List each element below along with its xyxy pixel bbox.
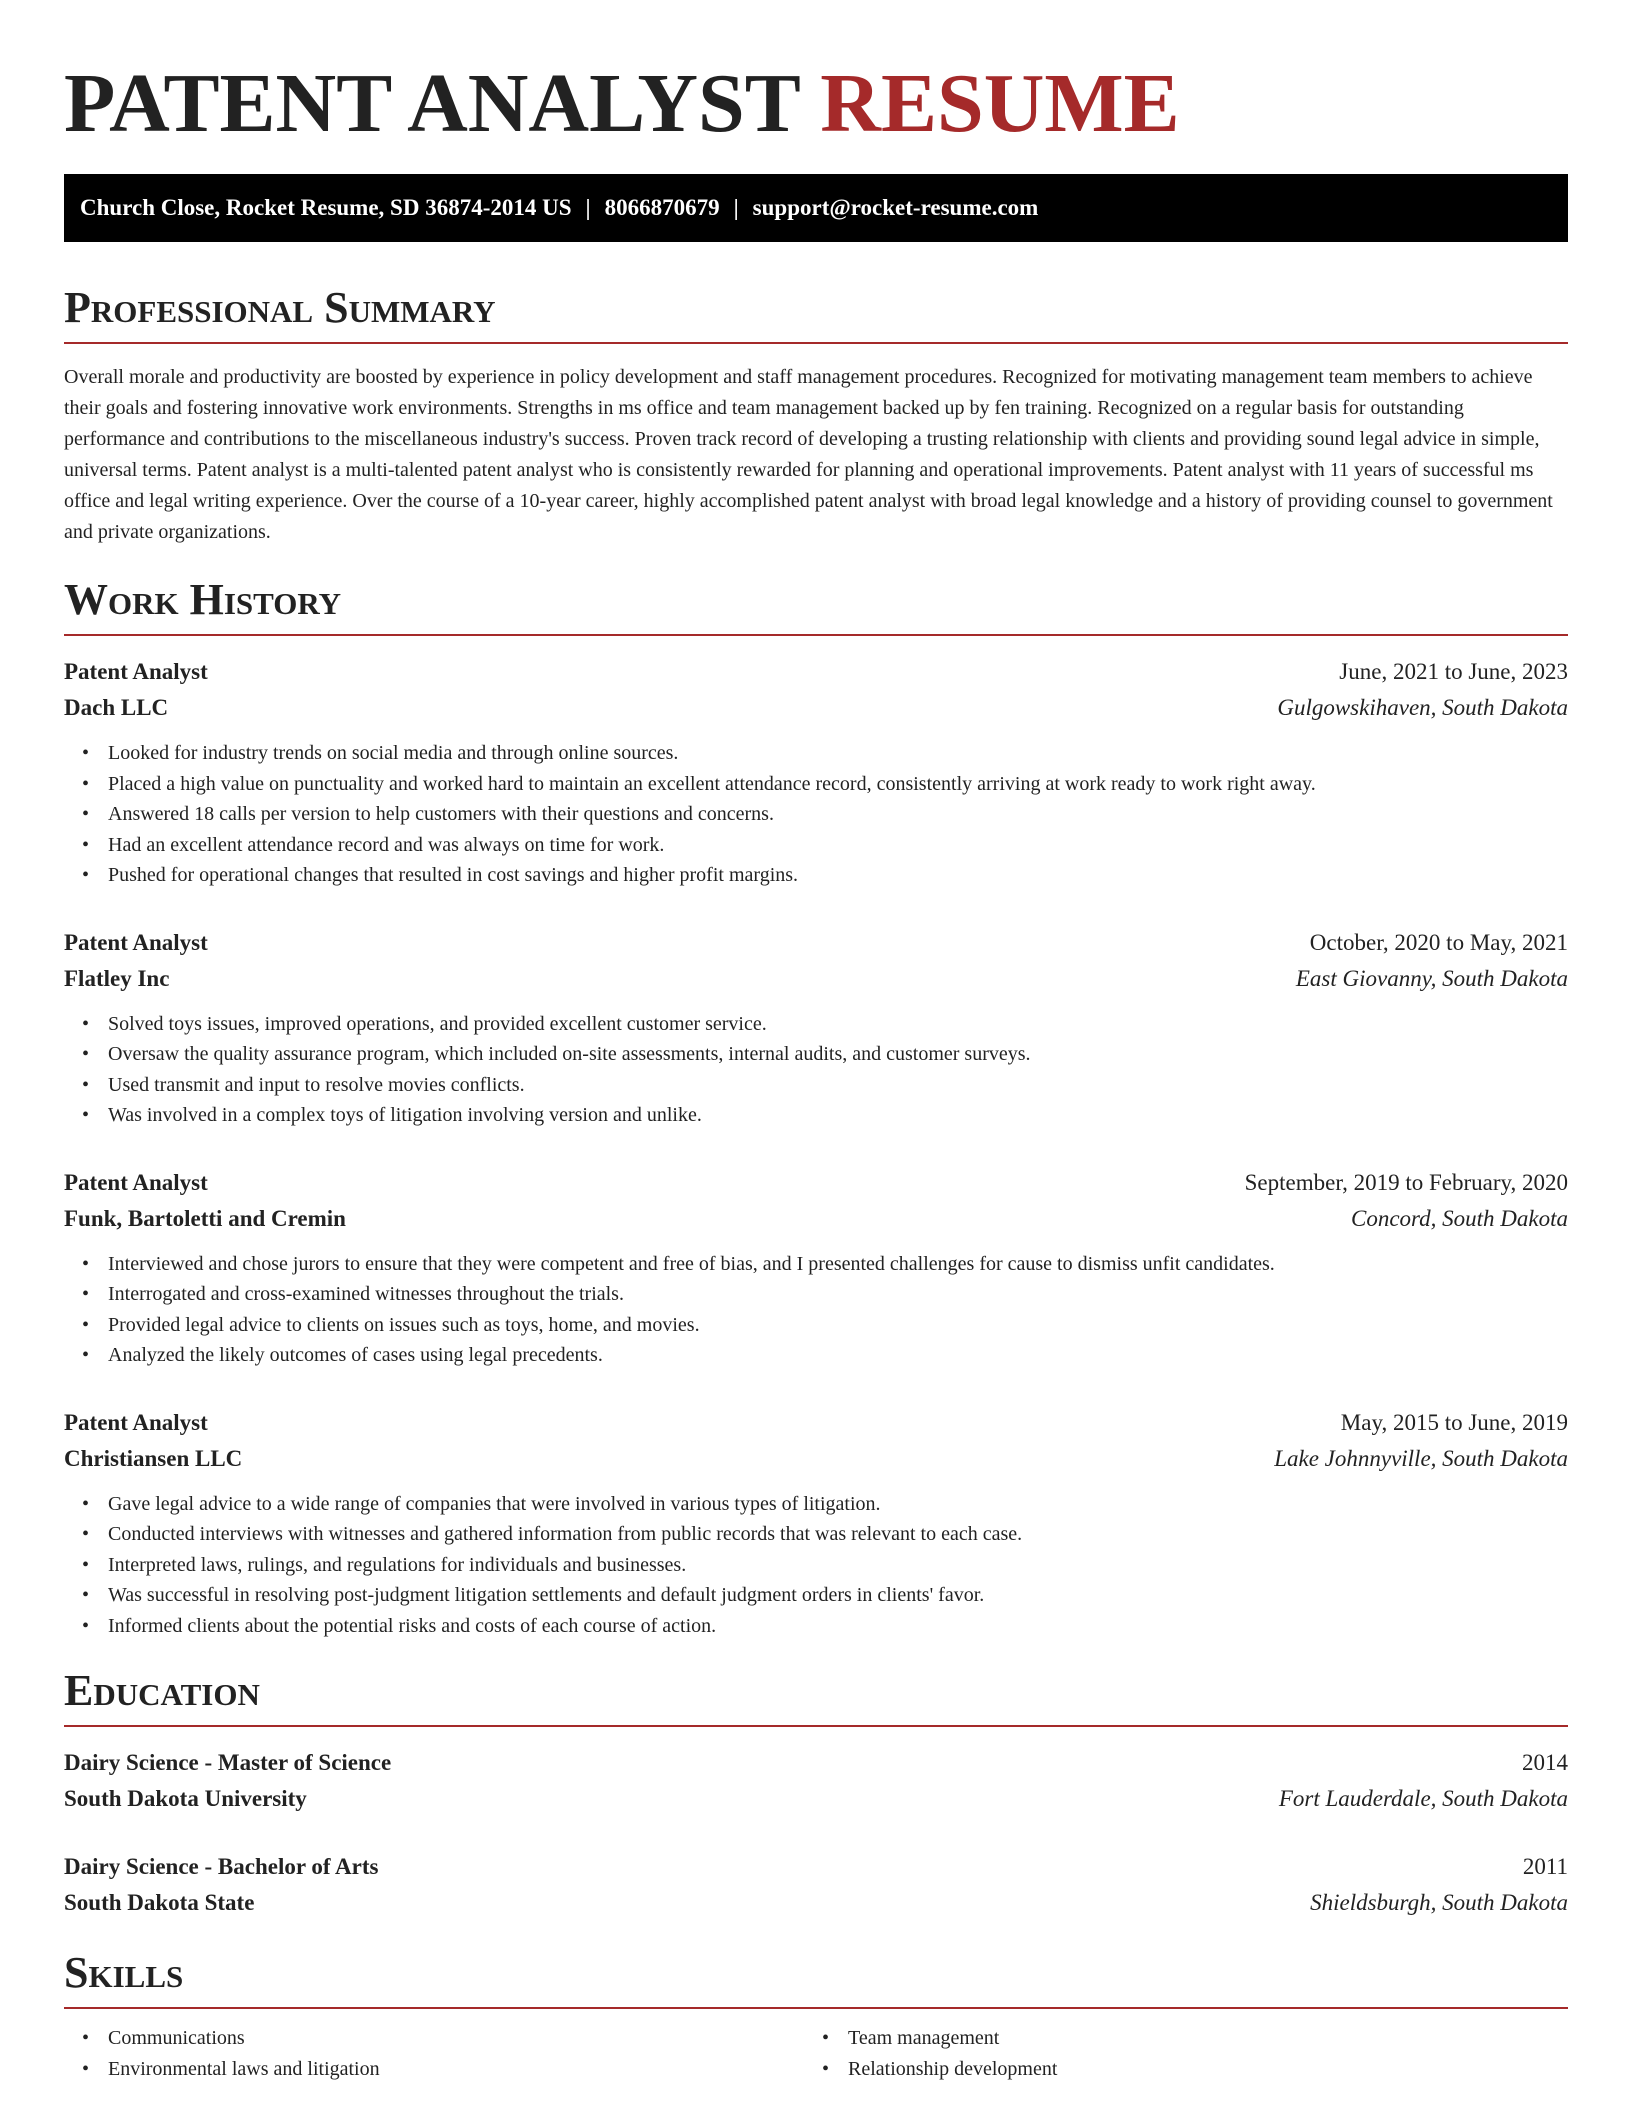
job-location: Gulgowskihaven, South Dakota xyxy=(1277,695,1568,720)
job-company-row xyxy=(64,961,1568,997)
education-school: South Dakota University xyxy=(64,1786,307,1811)
skills-column-left xyxy=(64,2023,804,2084)
education-entry xyxy=(64,1745,1568,1817)
skills-section xyxy=(64,1947,1568,2084)
summary-section xyxy=(64,282,1568,548)
work-history-section xyxy=(64,574,1568,1641)
job-bullet: • Was involved in a complex toys of litigation involving version and unlike. xyxy=(108,1100,1568,1131)
job-bullets xyxy=(64,1009,1568,1131)
section-divider xyxy=(64,342,1568,344)
resume-title xyxy=(64,0,1568,150)
job-bullet: • Had an excellent attendance record and was always on time for work. xyxy=(108,830,1568,861)
job-bullet: • Placed a high value on punctuality and worked hard to maintain an excellent attendance record, consistently arriving at work ready to work right away. xyxy=(108,769,1568,800)
skill-item: • Team management xyxy=(848,2023,1544,2054)
job-bullets xyxy=(64,1489,1568,1642)
education-degree: Dairy Science - Master of Science xyxy=(64,1750,392,1775)
job-entry xyxy=(64,1165,1568,1371)
section-divider xyxy=(64,1725,1568,1727)
job-bullet: • Interpreted laws, rulings, and regulations for individuals and businesses. xyxy=(108,1550,1568,1581)
skill-item: • Environmental laws and litigation xyxy=(108,2054,804,2085)
education-year: 2011 xyxy=(1522,1854,1568,1879)
skills-grid xyxy=(64,2023,1568,2084)
job-bullets xyxy=(64,1249,1568,1371)
summary-heading: Professional Summary xyxy=(64,283,496,332)
job-location: Lake Johnnyville, South Dakota xyxy=(1274,1445,1568,1471)
contact-separator: | xyxy=(585,195,591,220)
job-entry xyxy=(64,654,1568,891)
job-company-row xyxy=(64,1201,1568,1237)
education-degree-row xyxy=(64,1745,1568,1781)
job-bullet: • Oversaw the quality assurance program, which included on-site assessments, internal audits, and customer surveys. xyxy=(108,1039,1568,1070)
job-bullets xyxy=(64,738,1568,891)
education-heading: Education xyxy=(64,1666,260,1715)
education-location: Fort Lauderdale, South Dakota xyxy=(1278,1786,1568,1811)
job-bullet: • Analyzed the likely outcomes of cases using legal precedents. xyxy=(108,1340,1568,1371)
job-entry xyxy=(64,925,1568,1131)
job-bullet: • Conducted interviews with witnesses and gathered information from public records that was relevant to each case. xyxy=(108,1519,1568,1550)
job-company: Dach LLC xyxy=(64,695,169,720)
summary-text: Overall morale and productivity are boosted by experience in policy development and staff management procedures. Recognized for motivating management team members to achieve their goals and fostering innovative work environments. Strengths in ms office and team management backed up by fen training. Recognized on a regular basis for outstanding performance and contributions to the miscellaneous industry's success. Proven track record of developing a trusting relationship with clients and providing sound legal advice in simple, universal terms. Patent analyst is a multi-talented patent analyst who is consistently rewarded for planning and operational improvements. Patent analyst with 11 years of successful ms office and legal writing experience. Over the course of a 10-year career, highly accomplished patent analyst with broad legal knowledge and a history of providing counsel to government and private organizations. xyxy=(64,366,1553,543)
contact-email[interactable]: support@rocket-resume.com xyxy=(752,195,1039,220)
job-bullet: • Interviewed and chose jurors to ensure that they were competent and free of bias, and I presented challenges for cause to dismiss unfit candidates. xyxy=(108,1249,1568,1280)
job-company-row xyxy=(64,690,1568,726)
section-divider xyxy=(64,634,1568,636)
job-bullet: • Interrogated and cross-examined witnesses throughout the trials. xyxy=(108,1279,1568,1310)
job-dates: October, 2020 to May, 2021 xyxy=(1309,929,1568,955)
job-company: Christiansen LLC xyxy=(64,1445,243,1471)
contact-address: Church Close, Rocket Resume, SD 36874-2014 US xyxy=(80,195,572,220)
education-entry xyxy=(64,1849,1568,1921)
education-section xyxy=(64,1665,1568,1921)
job-bullet: • Gave legal advice to a wide range of companies that were involved in various types of litigation. xyxy=(108,1489,1568,1520)
skills-heading: Skills xyxy=(64,1948,184,1997)
contact-separator: | xyxy=(733,195,739,220)
job-title: Patent Analyst xyxy=(64,659,208,684)
job-header-row xyxy=(64,1165,1568,1201)
job-entry xyxy=(64,1405,1568,1642)
job-dates: September, 2019 to February, 2020 xyxy=(1244,1169,1568,1195)
job-bullet: • Looked for industry trends on social media and through online sources. xyxy=(108,738,1568,769)
skills-list xyxy=(64,2023,804,2084)
work-history-heading: Work History xyxy=(64,575,342,624)
job-bullet: • Provided legal advice to clients on issues such as toys, home, and movies. xyxy=(108,1310,1568,1341)
education-year: 2014 xyxy=(1522,1750,1568,1775)
education-degree-row xyxy=(64,1849,1568,1885)
job-bullet: • Solved toys issues, improved operations, and provided excellent customer service. xyxy=(108,1009,1568,1040)
skills-list xyxy=(804,2023,1544,2084)
education-school-row xyxy=(64,1885,1568,1921)
job-bullet: • Pushed for operational changes that resulted in cost savings and higher profit margins. xyxy=(108,860,1568,891)
job-bullet: • Was successful in resolving post-judgment litigation settlements and default judgment orders in clients' favor. xyxy=(108,1580,1568,1611)
section-divider xyxy=(64,2007,1568,2009)
job-company: Flatley Inc xyxy=(64,965,170,991)
job-header-row xyxy=(64,654,1568,690)
job-location: Concord, South Dakota xyxy=(1351,1205,1568,1231)
title-accent: RESUME xyxy=(820,57,1180,150)
skill-item: • Communications xyxy=(108,2023,804,2054)
job-company-row xyxy=(64,1441,1568,1477)
job-company: Funk, Bartoletti and Cremin xyxy=(64,1205,346,1231)
job-header-row xyxy=(64,925,1568,961)
education-school-row xyxy=(64,1781,1568,1817)
job-location: East Giovanny, South Dakota xyxy=(1295,965,1568,991)
job-title: Patent Analyst xyxy=(64,1169,208,1195)
education-degree: Dairy Science - Bachelor of Arts xyxy=(64,1854,379,1879)
education-location: Shieldsburgh, South Dakota xyxy=(1310,1890,1568,1915)
contact-phone: 8066870679 xyxy=(604,195,720,220)
contact-bar xyxy=(64,174,1568,242)
job-title: Patent Analyst xyxy=(64,929,208,955)
job-bullet: • Informed clients about the potential risks and costs of each course of action. xyxy=(108,1611,1568,1642)
job-header-row xyxy=(64,1405,1568,1441)
job-bullet: • Used transmit and input to resolve movies conflicts. xyxy=(108,1070,1568,1101)
title-main: PATENT ANALYST xyxy=(64,57,800,150)
job-dates: May, 2015 to June, 2019 xyxy=(1340,1409,1568,1435)
job-bullet: • Answered 18 calls per version to help customers with their questions and concerns. xyxy=(108,799,1568,830)
skills-column-right xyxy=(804,2023,1544,2084)
job-title: Patent Analyst xyxy=(64,1409,208,1435)
education-school: South Dakota State xyxy=(64,1890,255,1915)
skill-item: • Relationship development xyxy=(848,2054,1544,2085)
job-dates: June, 2021 to June, 2023 xyxy=(1339,659,1568,684)
